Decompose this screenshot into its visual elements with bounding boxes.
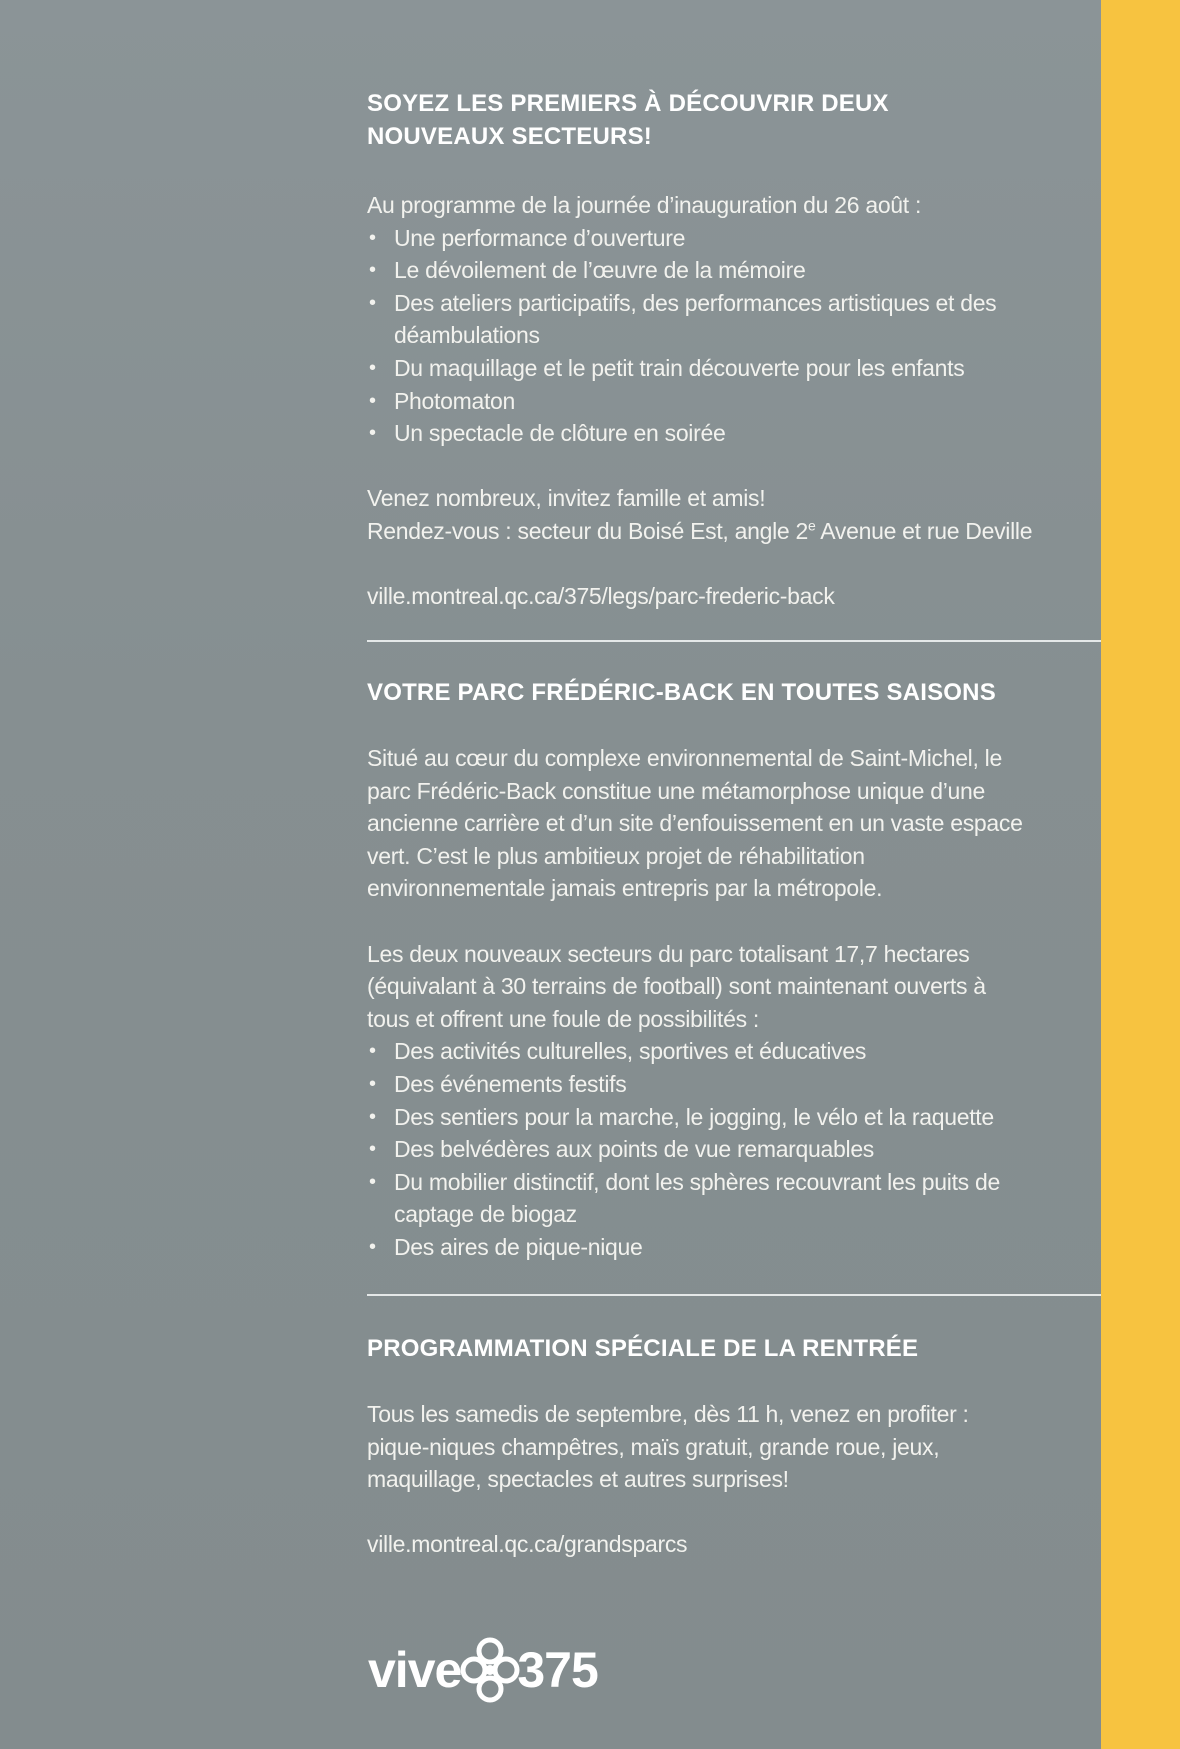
section-title: VOTRE PARC FRÉDÉRIC-BACK EN TOUTES SAISONS — [367, 679, 996, 706]
bullet-icon: • — [369, 1040, 376, 1063]
list-item: • Des événements festifs — [367, 1068, 1027, 1101]
section-inauguration — [367, 87, 1102, 613]
description-paragraph: Situé au cœur du complexe environnemental de Saint-Michel, le parc Frédéric-Back constitue une métamorphose unique d’une ancienne carrière et d’un site d’enfouissement en un vaste espace vert. C’est le plus ambitieux projet de réhabilitation environnementale jamais entrepris par la métropole. — [367, 745, 1023, 902]
program-paragraph: Tous les samedis de septembre, dès 11 h, venez en profiter : pique-niques champêtres, maïs gratuit, grande roue, jeux, maquillage, spectacles et autres surprises! — [367, 1401, 969, 1493]
invite-text: Venez nombreux, invitez famille et amis! — [367, 485, 766, 512]
yellow-accent-strip — [1101, 0, 1180, 1749]
section-divider — [367, 640, 1101, 642]
list-item: • Des aires de pique-nique — [367, 1231, 1027, 1264]
list-item: • Photomaton — [367, 385, 1027, 418]
list-item: • Des activités culturelles, sportives et éducatives — [367, 1035, 1027, 1068]
rendezvous-text: Rendez-vous : secteur du Boisé Est, angle 2e Avenue et rue Deville — [367, 517, 1033, 544]
park-url-link[interactable]: ville.montreal.qc.ca/375/legs/parc-frederic-back — [367, 583, 835, 610]
bullet-icon: • — [369, 356, 376, 379]
section-back-to-school — [367, 1332, 1102, 1561]
vive-375-logo — [368, 1630, 668, 1710]
list-item: • Du mobilier distinctif, dont les sphères recouvrant les puits de captage de biogaz — [367, 1166, 1027, 1231]
section-title: SOYEZ LES PREMIERS À DÉCOUVRIR DEUX NOUVEAUX SECTEURS! — [367, 90, 889, 150]
intro-text: Au programme de la journée d’inauguration du 26 août : — [367, 192, 922, 218]
section-title: PROGRAMMATION SPÉCIALE DE LA RENTRÉE — [367, 1335, 919, 1362]
logo-number: 375 — [517, 1642, 598, 1698]
logo-word: vive — [368, 1642, 462, 1698]
bullet-icon: • — [369, 259, 376, 282]
bullet-icon: • — [369, 389, 376, 412]
possibilities-list — [367, 1035, 1027, 1263]
section-all-seasons — [367, 676, 1102, 1264]
bullet-icon: • — [369, 1138, 376, 1161]
bullet-icon: • — [369, 1170, 376, 1193]
bullet-icon: • — [369, 226, 376, 249]
bullet-icon: • — [369, 422, 376, 445]
flower-icon — [459, 1635, 521, 1705]
bullet-icon: • — [369, 291, 376, 314]
bullet-icon: • — [369, 1105, 376, 1128]
list-item: • Des belvédères aux points de vue remarquables — [367, 1133, 1027, 1166]
section-divider — [367, 1294, 1101, 1296]
list-item: • Le dévoilement de l’œuvre de la mémoire — [367, 254, 1027, 287]
list-item: • Un spectacle de clôture en soirée — [367, 417, 1027, 450]
program-list — [367, 222, 1027, 450]
sectors-paragraph: Les deux nouveaux secteurs du parc totalisant 17,7 hectares (équivalant à 30 terrains de football) sont maintenant ouverts à tous et offrent une foule de possibilités : — [367, 940, 986, 1032]
list-item: • Des sentiers pour la marche, le jogging, le vélo et la raquette — [367, 1101, 1027, 1134]
bullet-icon: • — [369, 1072, 376, 1095]
grandsparcs-url-link[interactable]: ville.montreal.qc.ca/grandsparcs — [367, 1531, 688, 1558]
bullet-icon: • — [369, 1235, 376, 1258]
list-item: • Une performance d’ouverture — [367, 222, 1027, 255]
list-item: • Des ateliers participatifs, des performances artistiques et des déambulations — [367, 287, 1027, 352]
list-item: • Du maquillage et le petit train découverte pour les enfants — [367, 352, 1027, 385]
